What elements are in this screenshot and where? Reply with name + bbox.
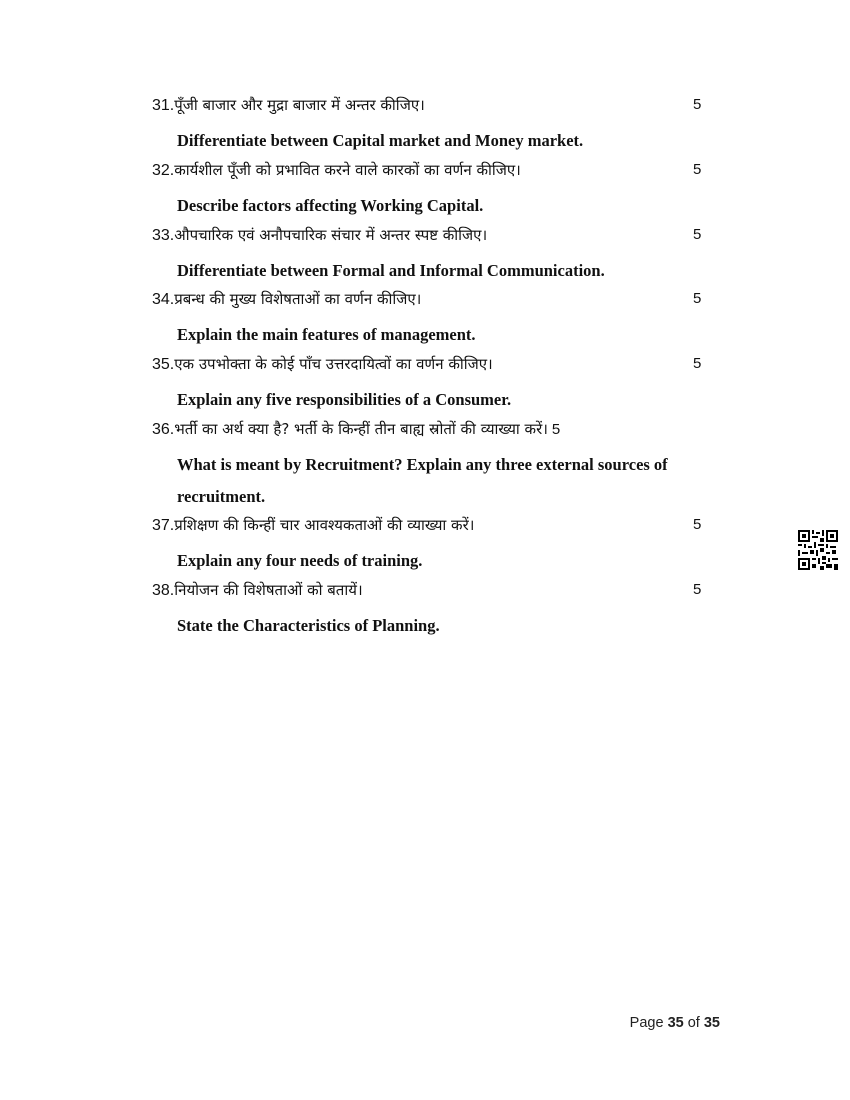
question-hindi-text: पूँजी बाजार और मुद्रा बाजार में अन्तर कीजिए। [174,96,425,114]
question-marks: 5 [693,581,702,598]
question-marks: 5 [693,161,702,178]
question-english-text: What is meant by Recruitment? Explain any three external sources of recruitment. [177,455,668,506]
question-english-text: Explain any four needs of training. [177,551,423,570]
question-number: 37. [152,517,175,534]
question-number: 31. [152,97,175,114]
question-32 [152,157,712,222]
question-english-text: Differentiate between Formal and Informal Communication. [177,261,605,280]
page-label: Page [629,1015,664,1031]
question-hindi-text: एक उपभोक्ता के कोई पाँच उत्तरदायित्वों का वर्णन कीजिए। [174,355,493,373]
question-number: 32. [152,162,175,179]
page-total: 35 [703,1015,720,1031]
question-hindi-text: औपचारिक एवं अनौपचारिक संचार में अन्तर स्पष्ट कीजिए। [174,226,488,244]
question-number: 33. [152,227,175,244]
question-english-text: Differentiate between Capital market and Money market. [177,131,584,150]
question-38 [152,577,712,642]
question-37 [152,512,712,577]
question-hindi-text: कार्यशील पूँजी को प्रभावित करने वाले कारकों का वर्णन कीजिए। [174,161,521,179]
question-hindi-line [152,92,712,118]
question-hindi-line [152,157,712,183]
page-current: 35 [667,1015,684,1031]
question-english-text: Explain the main features of management. [177,325,476,344]
question-english-text: Describe factors affecting Working Capital. [177,196,484,215]
page-footer [630,1015,720,1031]
question-number: 34. [152,291,175,308]
question-31 [152,92,712,157]
question-marks: 5 [693,96,702,113]
question-hindi-line [152,416,712,442]
question-marks: 5 [693,290,702,307]
question-34 [152,286,712,351]
question-english-text: Explain any five responsibilities of a Consumer. [177,390,512,409]
question-hindi-line [152,351,712,377]
question-marks: 5 [693,516,702,533]
qr-code-icon [798,530,838,570]
question-hindi-line [152,222,712,248]
question-hindi-line [152,512,712,538]
question-36 [152,416,712,513]
question-hindi-text: भर्ती का अर्थ क्या है? भर्ती के किन्हीं तीन बाह्य स्रोतों की व्याख्या करें। [174,420,548,438]
question-hindi-text: प्रशिक्षण की किन्हीं चार आवश्यकताओं की व्याख्या करें। [174,516,475,534]
question-english-text: State the Characteristics of Planning. [177,616,440,635]
question-hindi-text: प्रबन्ध की मुख्य विशेषताओं का वर्णन कीजिए। [174,290,422,308]
question-35 [152,351,712,416]
question-number: 38. [152,582,175,599]
question-hindi-text: नियोजन की विशेषताओं को बतायें। [174,581,363,599]
question-number: 35. [152,356,175,373]
question-marks: 5 [693,226,702,243]
question-hindi-line [152,577,712,603]
question-number: 36. [152,421,175,438]
question-marks: 5 [551,421,561,438]
page-of-label: of [687,1015,700,1031]
question-33 [152,222,712,287]
question-marks: 5 [693,355,702,372]
question-hindi-line [152,286,712,312]
